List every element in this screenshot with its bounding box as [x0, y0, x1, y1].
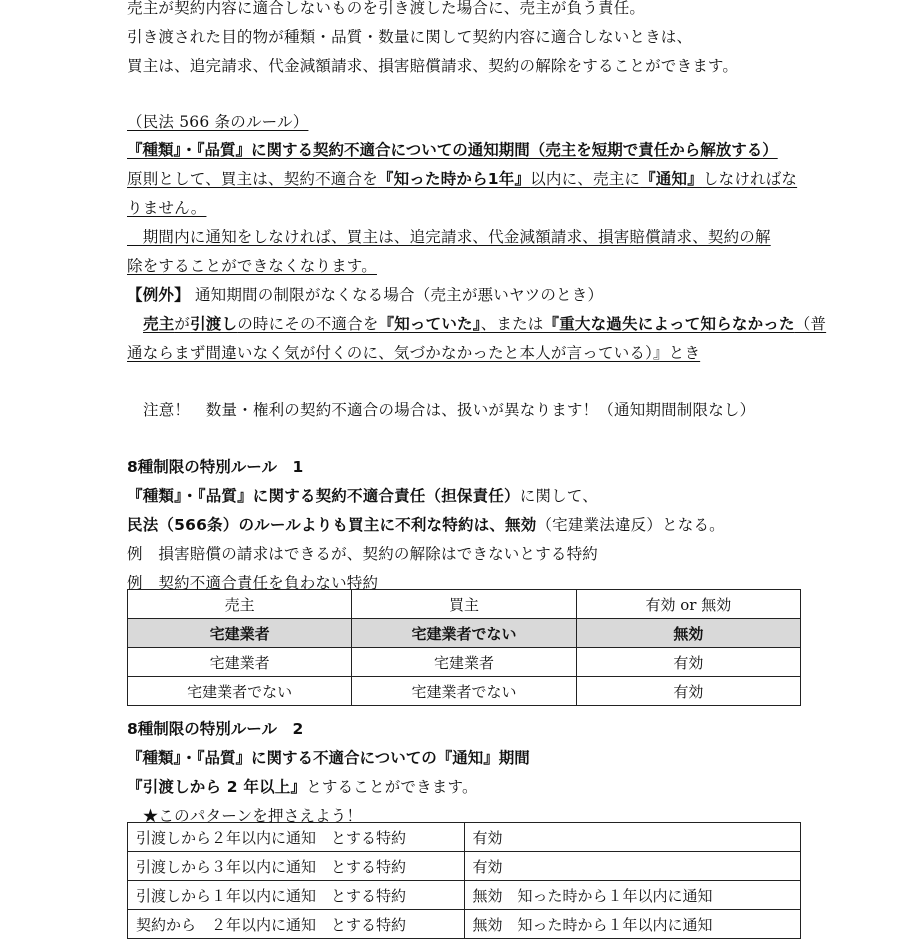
example-line: 例 契約不適合責任を負わない特約	[127, 574, 379, 592]
principle-line	[127, 169, 797, 189]
caution-line: 注意！ 数量・権利の契約不適合の場合は、扱いが異なります！（通知期間制限なし）	[143, 401, 756, 419]
text-line	[127, 198, 206, 218]
table-cell: 有効	[464, 823, 801, 852]
table-row	[128, 910, 801, 939]
text-span: 除をすることができなくなります。	[127, 257, 377, 275]
text-line	[127, 256, 377, 276]
text-span: （普	[794, 315, 827, 333]
text-line	[127, 343, 700, 363]
text-span: の時にその不適合を	[237, 315, 379, 333]
text-span: 以内に、売主に	[530, 170, 641, 188]
table-cell: 宅建業者	[128, 648, 352, 677]
special-rule-1-line	[127, 515, 725, 535]
table-cell: 有効 or 無効	[576, 590, 800, 619]
table-cell: 売主	[128, 590, 352, 619]
table-cell: 宅建業者でない	[128, 677, 352, 706]
text-span: 、または	[480, 315, 544, 333]
text-line: 売主が契約内容に適合しないものを引き渡した場合に、売主が負う責任。	[127, 0, 646, 17]
emphasis-two-years: 『引渡しから 2 年以上』	[127, 778, 307, 796]
emphasis-knew: 『知っていた』	[378, 315, 481, 333]
notice-period-table	[127, 822, 801, 939]
table-cell: 買主	[352, 590, 576, 619]
table-row	[128, 648, 801, 677]
table-row	[128, 619, 801, 648]
table-cell: 引渡しから３年以内に通知 とする特約	[128, 852, 465, 881]
text-span: に関して、	[519, 487, 598, 505]
exception-label: 【例外】	[127, 286, 190, 304]
notice-period-heading-text: 『種類』・『品質』に関する契約不適合についての通知期間（売主を短期で責任から解放する）	[127, 141, 778, 159]
special-rule-2-subheading: 『種類』・『品質』に関する不適合についての『通知』期間	[127, 749, 530, 767]
exception-detail	[143, 314, 826, 334]
table-header-row	[128, 590, 801, 619]
table-cell: 無効 知った時から１年以内に通知	[464, 881, 801, 910]
table-cell: 有効	[576, 677, 800, 706]
civil-code-label: （民法 566 条のルール）	[127, 113, 309, 131]
emphasis-seller: 売主	[143, 315, 175, 333]
emphasis-notice: 『通知』	[640, 170, 703, 188]
table-row	[128, 677, 801, 706]
text-span: （宅建業法違反）となる。	[536, 516, 725, 534]
exception-line	[127, 285, 603, 305]
text-span: 通知期間の制限がなくなる場合（売主が悪いヤツのとき）	[194, 286, 604, 304]
special-rule-2-line	[127, 777, 478, 797]
table-cell: 宅建業者でない	[352, 619, 576, 648]
table-row	[128, 823, 801, 852]
text-line: 引き渡された目的物が種類・品質・数量に関して契約内容に適合しないときは、	[127, 28, 693, 46]
notice-period-heading	[127, 140, 778, 160]
validity-table	[127, 589, 801, 706]
table-row	[128, 852, 801, 881]
table-cell: 引渡しから１年以内に通知 とする特約	[128, 881, 465, 910]
text-span: しなければな	[702, 170, 798, 188]
text-span: が	[174, 315, 191, 333]
special-rule-1-line	[127, 486, 598, 506]
table-cell: 引渡しから２年以内に通知 とする特約	[128, 823, 465, 852]
table-cell: 有効	[464, 852, 801, 881]
emphasis-gross-negligence: 『重大な過失によって知らなかった	[543, 315, 795, 333]
emphasis-liability: 『種類』・『品質』に関する契約不適合責任（担保責任）	[127, 487, 520, 505]
table-cell: 宅建業者	[128, 619, 352, 648]
emphasis-void: 民法（566条）のルールよりも買主に不利な特約は、無効	[127, 516, 537, 534]
table-cell: 無効	[576, 619, 800, 648]
text-line	[127, 227, 771, 247]
table-cell: 宅建業者	[352, 648, 576, 677]
text-span: 原則として、買主は、契約不適合を	[127, 170, 378, 188]
example-line: 例 損害賠償の請求はできるが、契約の解除はできないとする特約	[127, 545, 599, 563]
section-note	[127, 112, 308, 132]
table-cell: 契約から ２年以内に通知 とする特約	[128, 910, 465, 939]
table-cell: 無効 知った時から１年以内に通知	[464, 910, 801, 939]
text-line: 買主は、追完請求、代金減額請求、損害賠償請求、契約の解除をすることができます。	[127, 57, 739, 75]
text-span: 通ならまず間違いなく気が付くのに、気づかなかったと本人が言っている）』とき	[127, 344, 701, 362]
emphasis-delivery: 引渡し	[190, 315, 238, 333]
table-row	[128, 881, 801, 910]
special-rule-1-heading: 8種制限の特別ルール 1	[127, 458, 304, 476]
text-span: りません。	[127, 199, 207, 217]
table-cell: 有効	[576, 648, 800, 677]
text-span: 期間内に通知をしなければ、買主は、追完請求、代金減額請求、損害賠償請求、契約の解	[127, 228, 771, 246]
special-rule-2-heading: 8種制限の特別ルール 2	[127, 720, 304, 738]
table-cell: 宅建業者でない	[352, 677, 576, 706]
text-span: とすることができます。	[306, 778, 478, 796]
emphasis-one-year: 『知った時から1年』	[377, 170, 531, 188]
pattern-note: ★このパターンを押さえよう！	[127, 807, 363, 825]
